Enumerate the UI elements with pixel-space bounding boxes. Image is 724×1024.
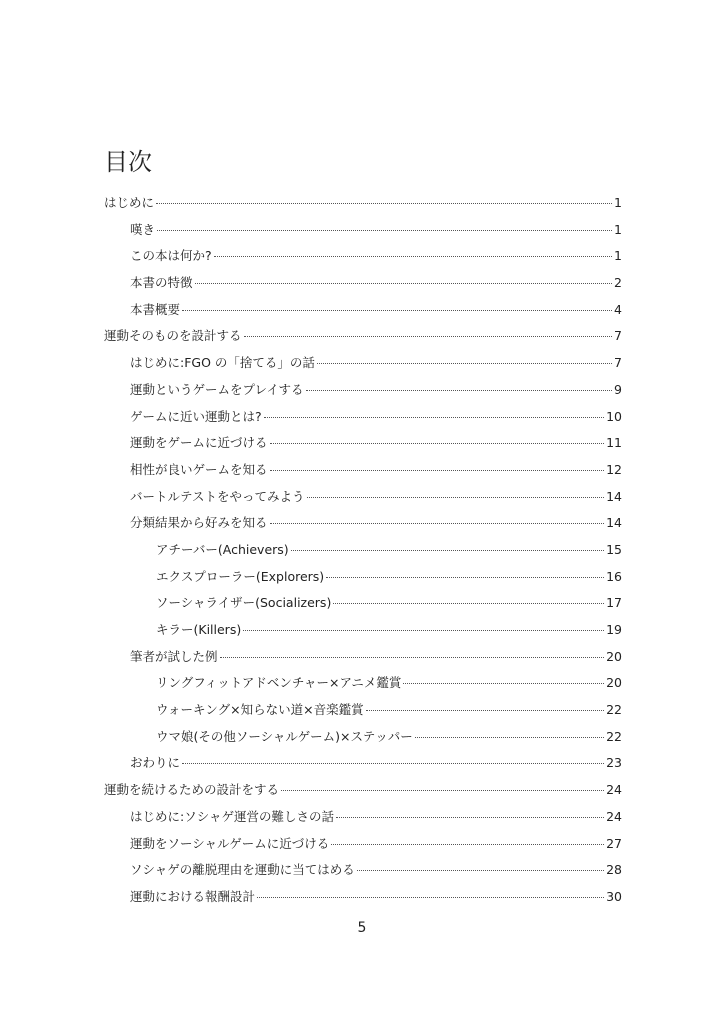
toc-entry-page: 20 (606, 648, 622, 664)
toc-entry-page: 15 (606, 541, 622, 557)
toc-entry-label: 相性が良いゲームを知る (130, 461, 268, 477)
toc-entry[interactable] (104, 593, 622, 620)
toc-entry[interactable] (104, 753, 622, 780)
dot-leader (182, 310, 612, 311)
dot-leader (326, 577, 604, 578)
dot-leader (270, 523, 605, 524)
toc-entry[interactable] (104, 460, 622, 487)
toc-entry-page: 9 (614, 381, 622, 397)
dot-leader (366, 710, 605, 711)
dot-leader (270, 470, 605, 471)
toc-entry-label: ゲームに近い運動とは? (130, 408, 262, 424)
toc-entry-page: 7 (614, 355, 622, 371)
toc-entry[interactable] (104, 193, 622, 220)
toc-entry-page: 12 (606, 461, 622, 477)
toc-entry[interactable] (104, 513, 622, 540)
toc-entry-label: 筆者が試した例 (130, 648, 218, 664)
dot-leader (291, 550, 604, 551)
toc-entry-page: 22 (606, 728, 622, 744)
dot-leader (156, 203, 612, 204)
toc-entry-label: 運動というゲームをプレイする (130, 381, 304, 397)
toc-entry-page: 1 (614, 195, 622, 210)
toc-entry-label: バートルテストをやってみよう (130, 488, 305, 504)
toc-entry-label: ウォーキング×知らない道×音楽鑑賞 (156, 702, 364, 718)
toc-entry[interactable] (104, 860, 622, 887)
toc-entry-label: ウマ娘(その他ソーシャルゲーム)×ステッパー (156, 728, 413, 744)
toc-title: 目次 (104, 148, 152, 176)
dot-leader (157, 230, 612, 231)
toc-entry-label: 運動をゲームに近づける (130, 435, 268, 451)
dot-leader (195, 283, 613, 284)
toc-entry-label: 運動そのものを設計する (104, 328, 242, 344)
toc-entry[interactable] (104, 246, 622, 273)
toc-entry-label: ソシャゲの離脱理由を運動に当てはめる (130, 862, 355, 878)
toc-entry-page: 27 (606, 835, 622, 851)
toc-entry-page: 20 (606, 675, 622, 691)
dot-leader (214, 256, 612, 257)
toc-entry-page: 28 (606, 862, 622, 878)
toc-entry-label: はじめに (104, 195, 155, 210)
toc-entry-page: 14 (606, 515, 622, 531)
toc-entry[interactable] (104, 673, 622, 700)
toc-entry[interactable] (104, 326, 622, 353)
toc-entry[interactable] (104, 273, 622, 300)
toc-entry-label: 分類結果から好みを知る (130, 515, 268, 531)
toc-entry-label: はじめに:FGO の「捨てる」の話 (130, 355, 315, 371)
toc-entry[interactable] (104, 887, 622, 914)
toc-entry[interactable] (104, 727, 622, 754)
page-number: 5 (357, 920, 367, 936)
toc-entry-label: 運動を続けるための設計をする (104, 782, 280, 798)
dot-leader (333, 603, 604, 604)
toc-entry-label: キラー(Killers) (156, 622, 242, 637)
toc-entry-label: この本は何か? (130, 248, 212, 264)
toc-entry-label: 運動における報酬設計 (130, 888, 256, 904)
toc-entry-page: 30 (606, 888, 622, 904)
toc-entry-label: 本書の特徴 (130, 275, 193, 291)
toc-entry-page: 11 (606, 435, 622, 451)
toc-entry[interactable] (104, 540, 622, 567)
toc-entry-label: アチーバー(Achievers) (156, 541, 289, 557)
toc-entry[interactable] (104, 567, 622, 594)
toc-entry[interactable] (104, 433, 622, 460)
toc-entry[interactable] (104, 407, 622, 434)
dot-leader (243, 630, 604, 631)
dot-leader (415, 737, 604, 738)
toc-entry-page: 2 (614, 275, 622, 291)
toc-entry[interactable] (104, 807, 622, 834)
toc-entry[interactable] (104, 700, 622, 727)
toc-entry-page: 4 (614, 301, 622, 317)
toc-entry[interactable] (104, 620, 622, 647)
toc-entry[interactable] (104, 487, 622, 514)
dot-leader (264, 417, 604, 418)
toc-entry-page: 14 (606, 488, 622, 504)
toc-entry-label: はじめに:ソシャゲ運営の難しさの話 (130, 808, 334, 824)
toc-entry-page: 23 (606, 755, 622, 771)
toc-entry-label: おわりに (130, 755, 181, 771)
toc-entry[interactable] (104, 300, 622, 327)
dot-leader (357, 870, 604, 871)
toc-entry-label: ソーシャライザー(Socializers) (156, 595, 332, 611)
toc-entry-label: エクスプローラー(Explorers) (156, 568, 325, 584)
dot-leader (220, 657, 605, 658)
dot-leader (281, 790, 604, 791)
dot-leader (336, 817, 604, 818)
toc-entry[interactable] (104, 380, 622, 407)
dot-leader (306, 390, 613, 391)
toc-entry[interactable] (104, 353, 622, 380)
toc-entry-label: 運動をソーシャルゲームに近づける (130, 835, 330, 851)
toc-entry-page: 24 (606, 782, 622, 798)
toc-entry[interactable] (104, 780, 622, 807)
dot-leader (331, 844, 604, 845)
toc-entry[interactable] (104, 220, 622, 247)
dot-leader (307, 497, 605, 498)
toc-entry-label: 本書概要 (130, 301, 181, 317)
dot-leader (257, 897, 604, 898)
toc-entry-page: 22 (606, 702, 622, 718)
dot-leader (182, 763, 604, 764)
toc-entry-page: 19 (606, 622, 622, 637)
toc-entry[interactable] (104, 647, 622, 674)
toc-entry[interactable] (104, 834, 622, 861)
toc-entry-page: 16 (606, 568, 622, 584)
toc-entry-page: 1 (614, 221, 622, 237)
dot-leader (244, 336, 613, 337)
toc-entry-page: 24 (606, 808, 622, 824)
toc-entry-page: 1 (614, 248, 622, 264)
toc-entry-page: 7 (614, 328, 622, 344)
toc-entry-page: 10 (606, 408, 622, 424)
toc-entry-label: 嘆き (130, 221, 156, 237)
dot-leader (317, 363, 612, 364)
toc-entry-page: 17 (606, 595, 622, 611)
toc-entry-label: リングフィットアドベンチャー×アニメ鑑賞 (156, 675, 402, 691)
dot-leader (270, 443, 605, 444)
table-of-contents (104, 193, 622, 914)
dot-leader (403, 683, 604, 684)
